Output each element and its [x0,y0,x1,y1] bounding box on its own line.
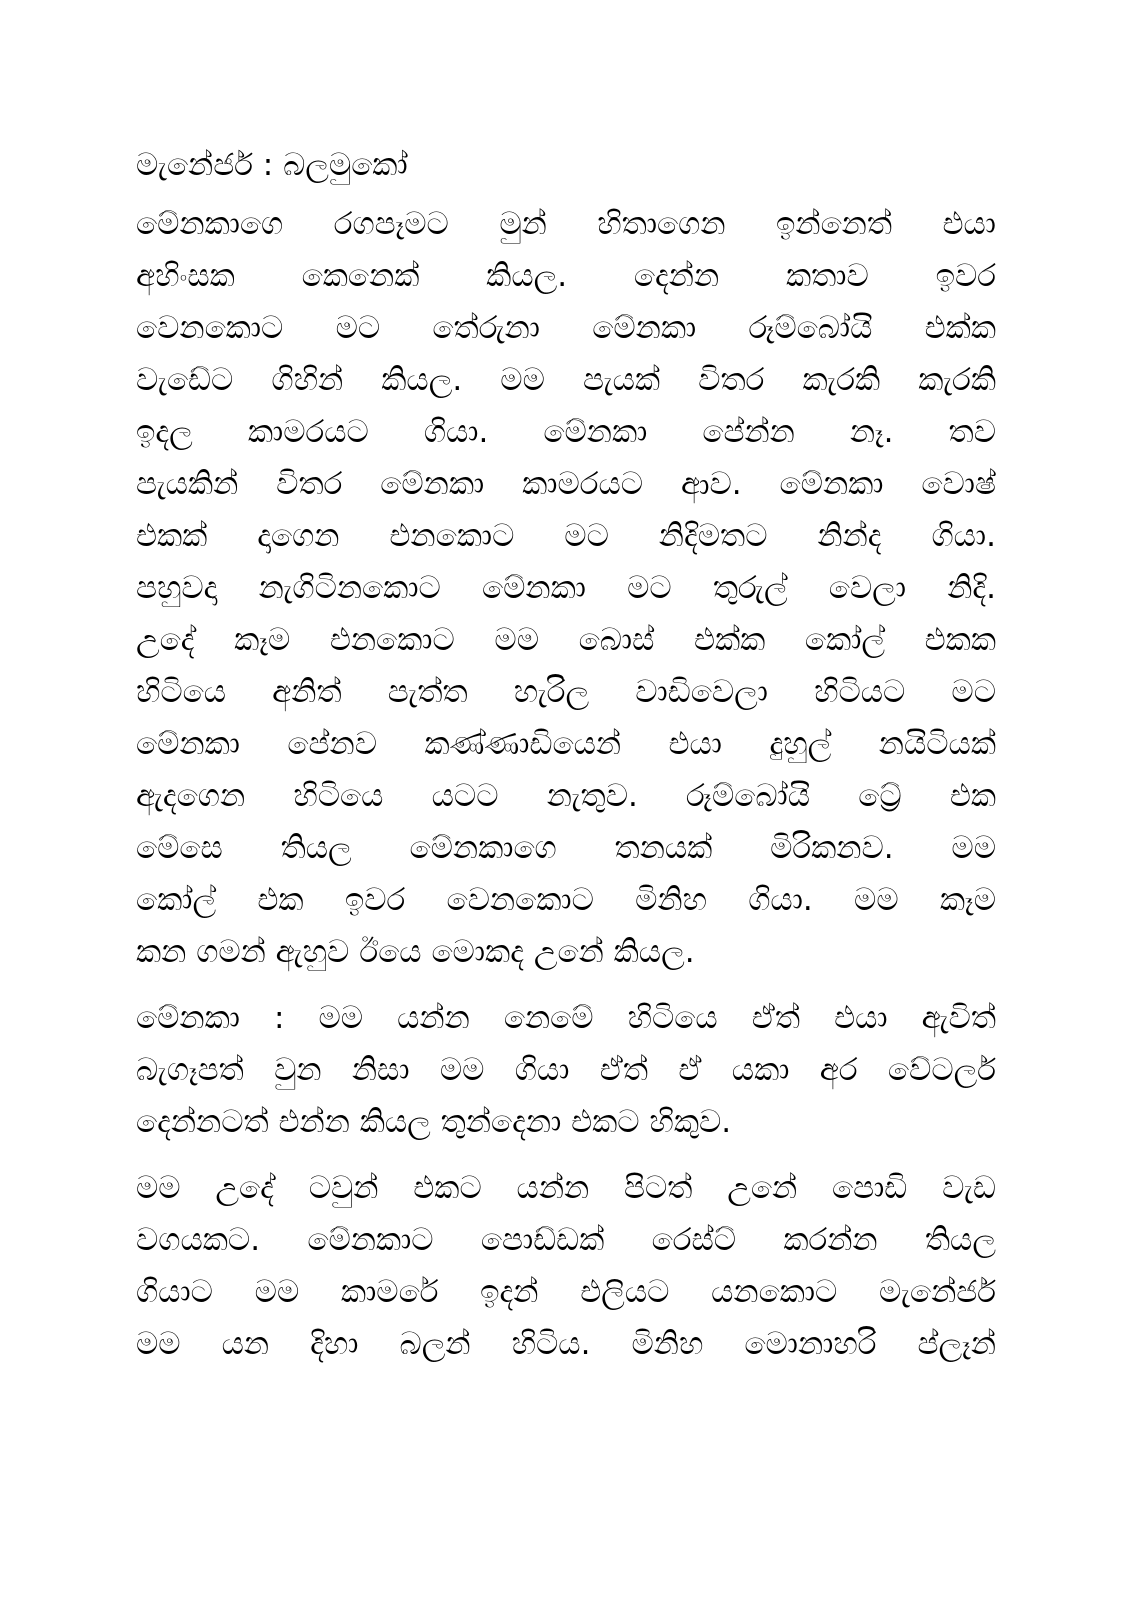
paragraph-2 [136,992,996,1148]
text-line: පැයකින් විතර මේනකා කාමරයට ආව. මේනකා වොෂ් [136,466,996,502]
text-line: අහිංසක කෙනෙක් කියල. දෙන්න කතාව ඉවර [136,258,996,294]
paragraph-1 [136,198,996,978]
text-line: ඉදල කාමරයට ගියා. මේනකා පේන්න නෑ. තව [136,414,996,450]
text-line: මම උදේ ටවුන් එකට යන්න පිටත් උනේ පොඩි වැඩ [136,1170,996,1206]
paragraph-3 [136,1162,996,1370]
text-line: කන ගමන් ඇහුව ඊයෙ මොකද උනේ කියල. [136,934,695,970]
text-line: ගියාට මම කාමරේ ඉදන් එලියට යනකොට මැනේජර් [136,1274,996,1310]
text-line: මේසෙ තියල මේනකාගෙ තනයක් මිරිකනව. මම [136,830,996,866]
text-line: මම යන දිහා බලන් හිටිය. මිනිහ මොනාහරි ප්ලෑන් [136,1326,996,1362]
text-line: වගයකට. මේනකාට පොඩ්ඩක් රෙස්ට් කරන්න තියල [136,1222,996,1258]
text-line: දෙන්නටත් එන්න කියල තුන්දෙනා එකට හිකුව. [136,1104,732,1140]
text-line: කෝල් එක ඉවර වෙනකොට මිනිහ ගියා. මම කෑම [136,882,996,918]
heading-line: මැනේජර් : බලමුකෝ [136,147,408,183]
text-line: හිටියෙ අනිත් පැත්ත හැරිල වාඩිවෙලා හිටියට මට [136,674,996,710]
text-line: බැගෑපත් වුන නිසා මම ගියා ඒත් ඒ යකා අර වේටර්ල [136,1052,996,1088]
text-line: උදේ කෑම එනකොට මම බොස් එක්ක කෝල් එකක [136,622,996,658]
text-line: වෙනකොට මට තේරුනා මේනකා රූම්බෝයි එක්ක [136,310,996,346]
text-line: මේනකා පේනව කණ්ණාඩියෙන් එයා දුහුල් නයිටියක් [136,726,996,762]
speaker-heading [136,138,996,192]
text-line: වැඩේට ගිහින් කියල. මම පැයක් විතර කැරකි කැරකි [136,362,996,398]
document-body [136,138,996,1370]
text-line: ඇදගෙන හිටියෙ යටට නැතුව. රූම්බෝයි ට්‍රේ එක [136,778,996,814]
text-line: මේනකාගෙ රගපෑමට මුන් හිතාගෙන ඉන්නෙත් එයා [136,206,996,242]
text-line: එකක් දාගෙන එනකොට මට නිදිමතට නින්ද ගියා. [136,518,996,554]
text-line: පහුවදා නැගිටිනකොට මේනකා මට තුරුල් වෙලා නිදි. [136,570,996,606]
text-line: මේනකා : මම යන්න නෙමේ හිටියෙ ඒත් එයා ඇවිත් [136,1000,996,1036]
